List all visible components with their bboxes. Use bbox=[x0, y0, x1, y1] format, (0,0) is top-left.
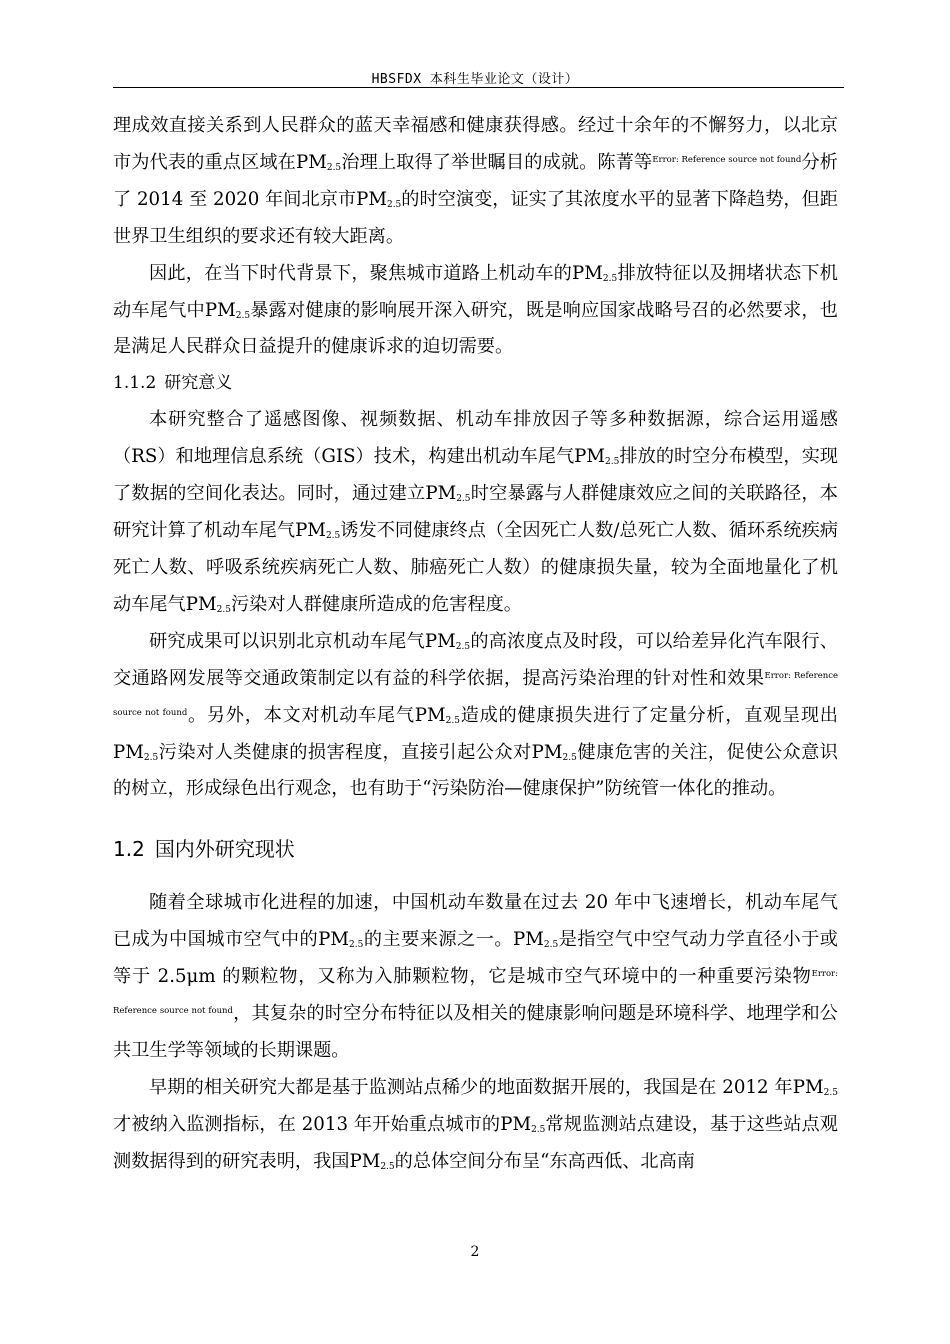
page-body bbox=[113, 108, 838, 1181]
pm25-term: $PM_{2.5}$ bbox=[318, 929, 364, 951]
pm25-term: $PM_{2.5}$ bbox=[531, 741, 577, 763]
pm25-term: $PM_{2.5}$ bbox=[500, 1113, 546, 1135]
page-number: 2 bbox=[470, 1244, 480, 1260]
pm25-term: $PM_{2.5}$ bbox=[295, 151, 342, 173]
paragraph: 因此，在当下时代背景下，聚焦城市道路上机动车的$PM_{2.5}$排放特征以及拥堵状态下机动车尾气中$PM_{2.5}$暴露对健康的影响展开深入研究，既是响应国家战略号召的必然要求，也是满足人民群众日益提升的健康诉求的迫切需要。 bbox=[113, 262, 838, 358]
pm25-term: $PM_{2.5}$ bbox=[295, 520, 341, 542]
pm25-term: $PM_{2.5}$ bbox=[425, 483, 471, 505]
header-rule bbox=[113, 87, 844, 88]
pm25-term: $PM_{2.5}$ bbox=[356, 188, 402, 210]
paragraph: 早期的相关研究大都是基于监测站点稀少的地面数据开展的，我国是在 2012 年$PM_{2.5}$才被纳入监测指标，在 2013 年开始重点城市的$PM_{2.5}$常规监测站点建设，基于这些站点观测数据得到的研究表明，我国$PM_{2.5}$的总体空间分布呈“东高西低、北高南 bbox=[113, 1076, 838, 1172]
pm25-term: $PM_{2.5}$ bbox=[204, 299, 251, 321]
pm25-term: $PM_{2.5}$ bbox=[513, 929, 559, 951]
paragraph: 随着全球城市化进程的加速，中国机动车数量在过去 20 年中飞速增长，机动车尾气已成为中国城市空气中的$PM_{2.5}$的主要来源之一。$PM_{2.5}$是指空气中空气动力学直径小于或等于 2.5μm 的颗粒物，又称为入肺颗粒物，它是城市空气环境中的一种重要污染物$^{Error: Reference source not found}$，其复杂的时空分布特征以及相关的健康影响问题是环境科学、地理学和公共卫生学等领域的长期课题。 bbox=[113, 892, 838, 1061]
section-heading-1-1-2: 1.1.2 研究意义 bbox=[113, 373, 233, 394]
paragraph: 理成效直接关系到人民群众的蓝天幸福感和健康获得感。经过十余年的不懈努力，以北京市为代表的重点区域在$PM_{2.5}$治理上取得了举世瞩目的成就。陈菁等$^{Error: Reference source not found}$分析了 2014 至 2020 年间北京市$PM_{2.5}$的时空演变，证实了其浓度水平的显著下降趋势，但距世界卫生组织的要求还有较大距离。 bbox=[113, 115, 838, 247]
pm25-term: $PM_{2.5}$ bbox=[349, 1150, 395, 1172]
paragraph: 本研究整合了遥感图像、视频数据、机动车排放因子等多种数据源，综合运用遥感（RS）和地理信息系统（GIS）技术，构建出机动车尾气$PM_{2.5}$排放的时空分布模型，实现了数据的空间化表达。同时，通过建立$PM_{2.5}$时空暴露与人群健康效应之间的关联路径，本研究计算了机动车尾气$PM_{2.5}$诱发不同健康终点（全因死亡人数/总死亡人数、循环系统疾病死亡人数、呼吸系统疾病死亡人数、肺癌死亡人数）的健康损失量，较为全面地量化了机动车尾气$PM_{2.5}$污染对人群健康所造成的危害程度。 bbox=[113, 409, 838, 615]
header-title: HBSFDX 本科生毕业论文（设计） bbox=[371, 72, 579, 87]
pm25-term: $PM_{2.5}$ bbox=[574, 446, 620, 468]
page-header bbox=[0, 0, 950, 88]
pm25-term: $PM_{2.5}$ bbox=[185, 593, 231, 615]
reference-error: Error: Reference source not found bbox=[113, 670, 838, 718]
pm25-term: $PM_{2.5}$ bbox=[414, 704, 460, 726]
paragraph: 研究成果可以识别北京机动车尾气$PM_{2.5}$的高浓度点及时段，可以给差异化汽车限行、交通路网发展等交通政策制定以有益的科学依据，提高污染治理的针对性和效果$^{Error: Reference source not found}$。另外，本文对机动车尾气$PM_{2.5}$造成的健康损失进行了定量分析，直观呈现出$PM_{2.5}$污染对人类健康的损害程度，直接引起公众对$PM_{2.5}$健康危害的关注，促使公众意识的树立，形成绿色出行观念，也有助于“污染防治—健康保护”防统管一体化的推动。 bbox=[113, 630, 838, 800]
pm25-term: $PM_{2.5}$ bbox=[572, 262, 618, 284]
reference-error: Error: Reference source not found bbox=[652, 154, 802, 165]
pm25-term: $PM_{2.5}$ bbox=[792, 1076, 838, 1098]
section-heading-1-2: 1.2 国内外研究现状 bbox=[113, 837, 295, 862]
pm25-term: $PM_{2.5}$ bbox=[424, 630, 471, 652]
pm25-term: $PM_{2.5}$ bbox=[113, 741, 159, 763]
reference-error: Error: Reference source not found bbox=[113, 969, 838, 1017]
